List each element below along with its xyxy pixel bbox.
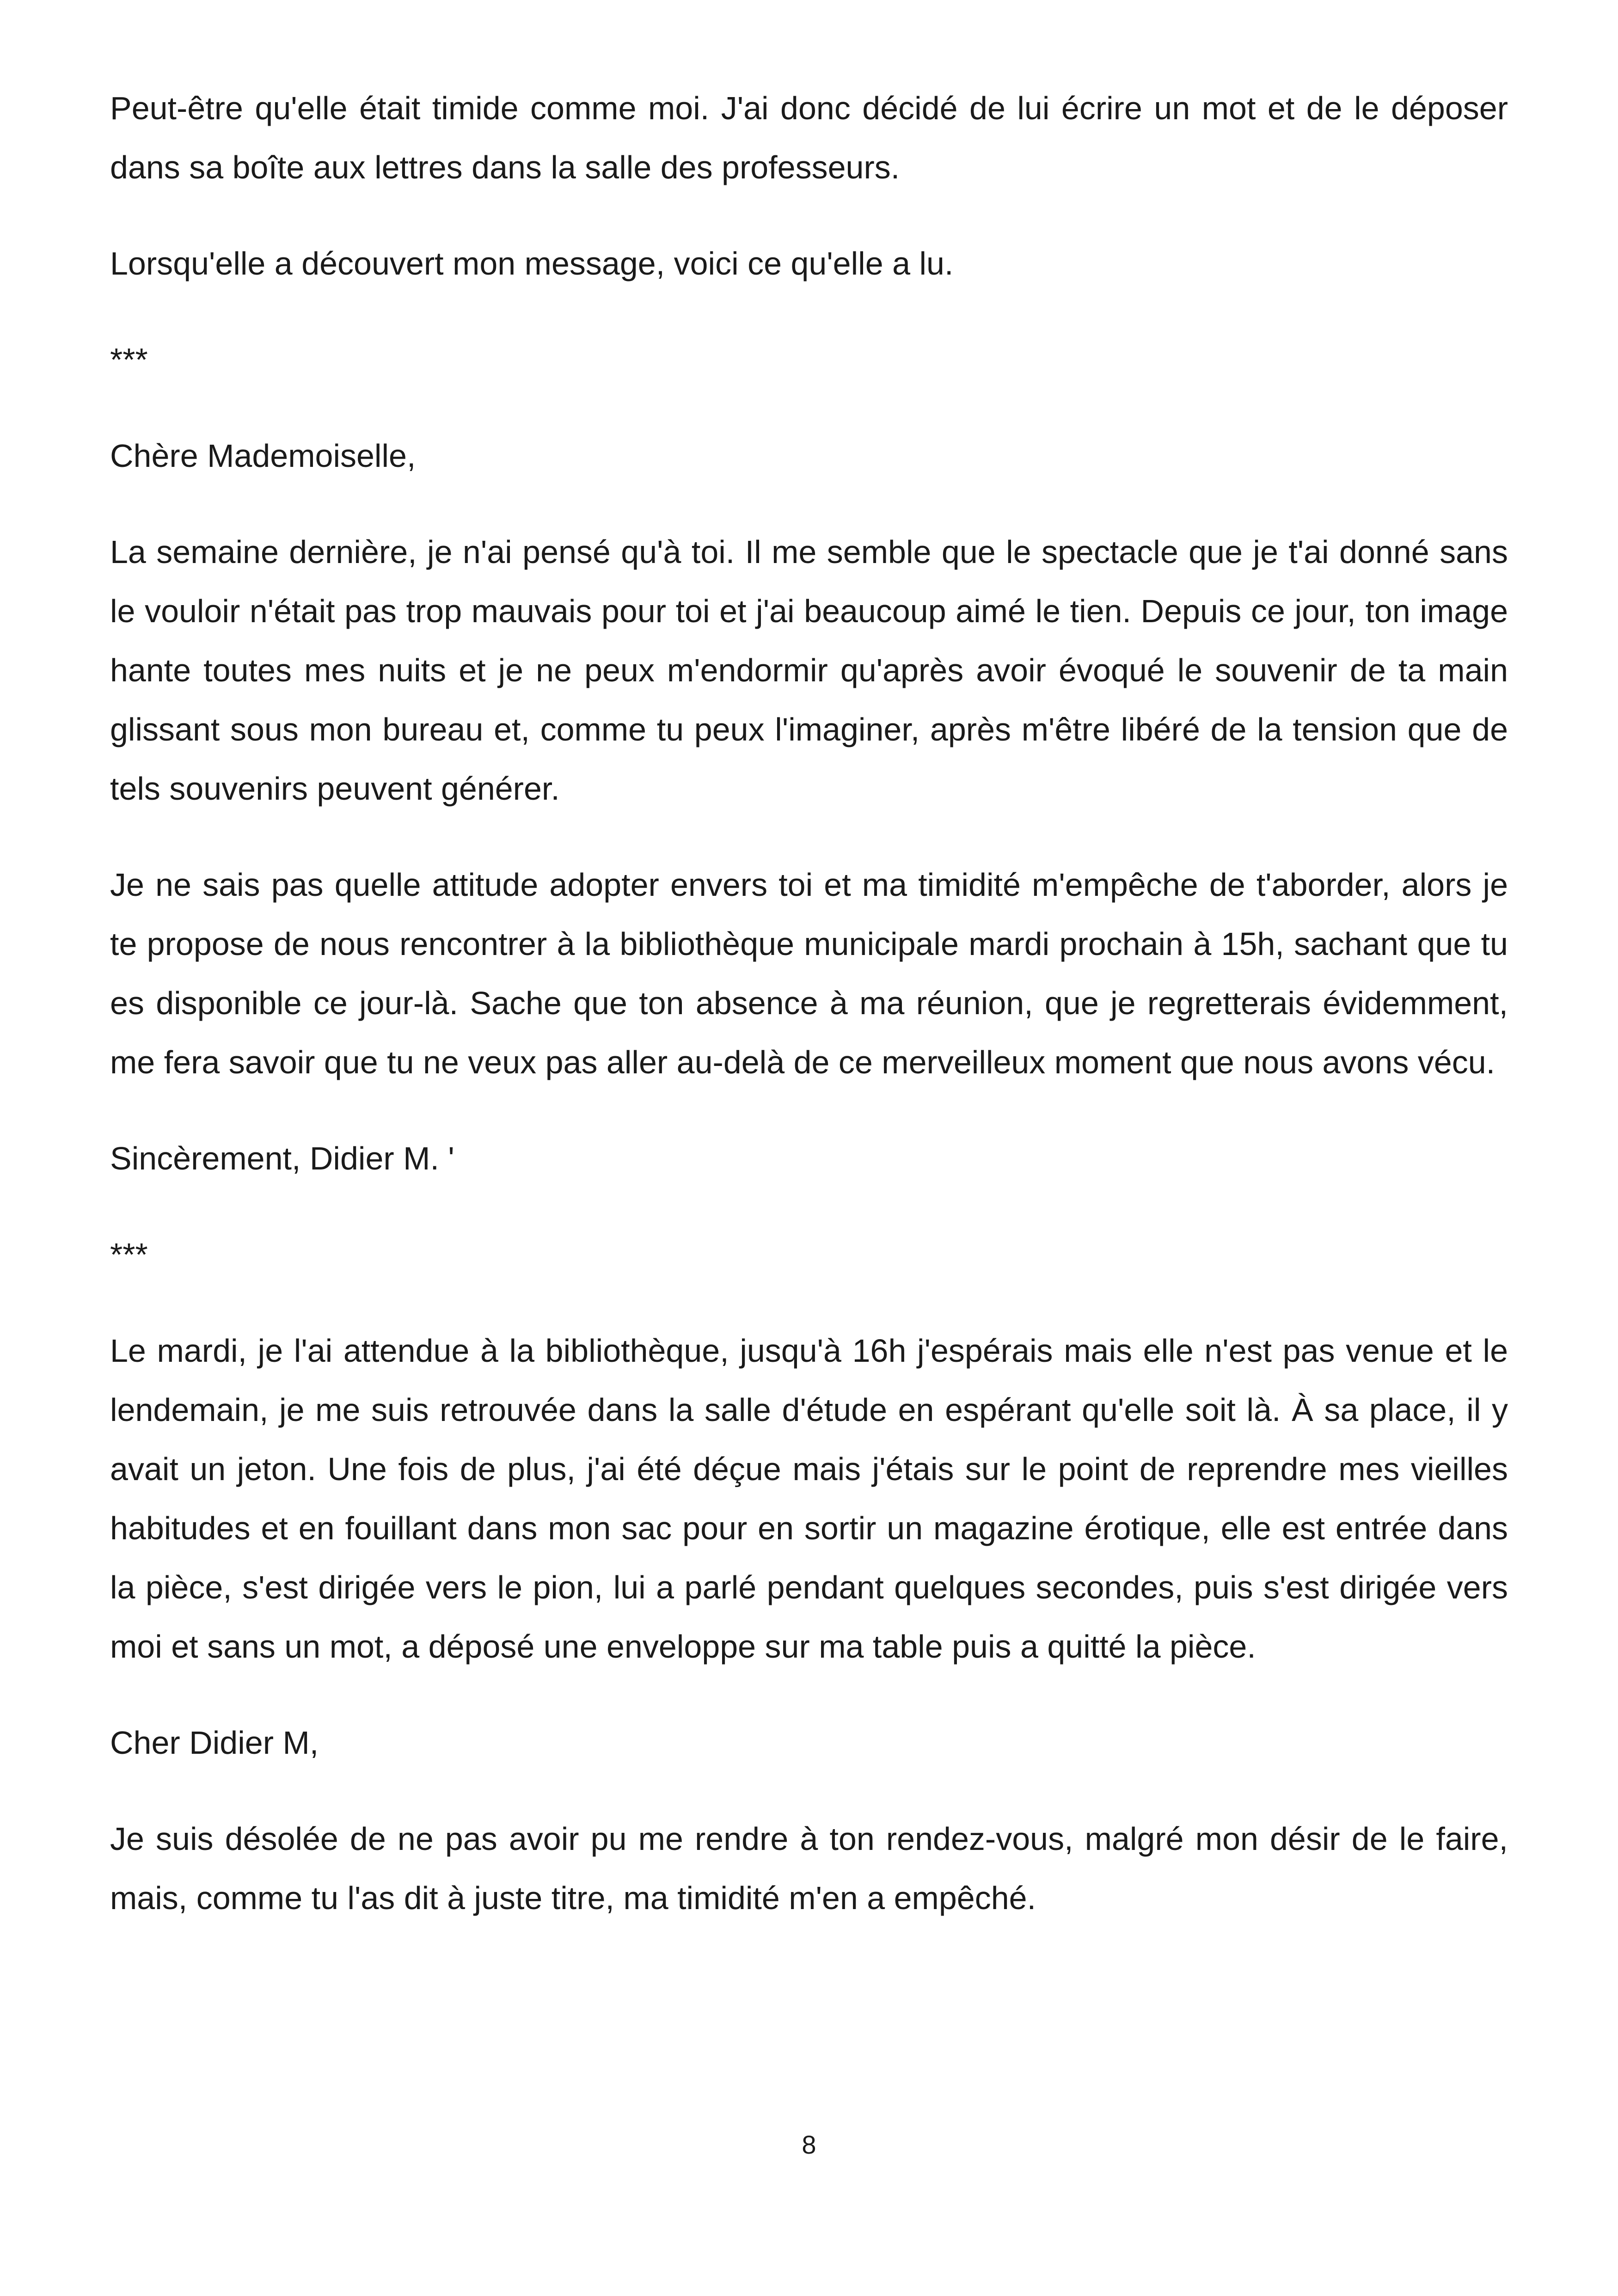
section-separator: *** xyxy=(110,1237,148,1273)
paragraph-discovery: Lorsqu'elle a découvert mon message, voici ce qu'elle a lu. xyxy=(110,245,954,282)
letter-signature: Sincèrement, Didier M. ' xyxy=(110,1140,454,1176)
text-body xyxy=(110,79,1508,1965)
letter-paragraph: La semaine dernière, je n'ai pensé qu'à toi. Il me semble que le spectacle que je t'ai donné sans le vouloir n'était pas trop mauvais pour toi et j'ai beaucoup aimé le tien. Depuis ce jour, ton image hante toutes mes nuits et je ne peux m'endormir qu'après avoir évoqué le souvenir de ta main glissant sous mon bureau et, comme tu peux l'imaginer, après m'être libéré de la tension que de tels souvenirs peuvent générer. xyxy=(110,534,1508,807)
letter-salutation: Chère Mademoiselle, xyxy=(110,438,416,474)
section-separator: *** xyxy=(110,342,148,378)
paragraph-intro: Peut-être qu'elle était timide comme moi. J'ai donc décidé de lui écrire un mot et de le déposer dans sa boîte aux lettres dans la salle des professeurs. xyxy=(110,90,1508,185)
reply-paragraph: Je suis désolée de ne pas avoir pu me rendre à ton rendez-vous, malgré mon désir de le faire, mais, comme tu l'as dit à juste titre, ma timidité m'en a empêché. xyxy=(110,1821,1508,1916)
page-number: 8 xyxy=(802,2130,816,2159)
reply-salutation: Cher Didier M, xyxy=(110,1725,319,1761)
narrative-paragraph: Le mardi, je l'ai attendue à la bibliothèque, jusqu'à 16h j'espérais mais elle n'est pas venue et le lendemain, je me suis retrouvée dans la salle d'étude en espérant qu'elle soit là. À sa place, il y avait un jeton. Une fois de plus, j'ai été déçue mais j'étais sur le point de reprendre mes vieilles habitudes et en fouillant dans mon sac pour en sortir un magazine érotique, elle est entrée dans la pièce, s'est dirigée vers le pion, lui a parlé pendant quelques secondes, puis s'est dirigée vers moi et sans un mot, a déposé une enveloppe sur ma table puis a quitté la pièce. xyxy=(110,1333,1508,1665)
letter-paragraph: Je ne sais pas quelle attitude adopter envers toi et ma timidité m'empêche de t'aborder, alors je te propose de nous rencontrer à la bibliothèque municipale mardi prochain à 15h, sachant que tu es disponible ce jour-là. Sache que ton absence à ma réunion, que je regretterais évidemment, me fera savoir que tu ne veux pas aller au-delà de ce merveilleux moment que nous avons vécu. xyxy=(110,867,1508,1080)
